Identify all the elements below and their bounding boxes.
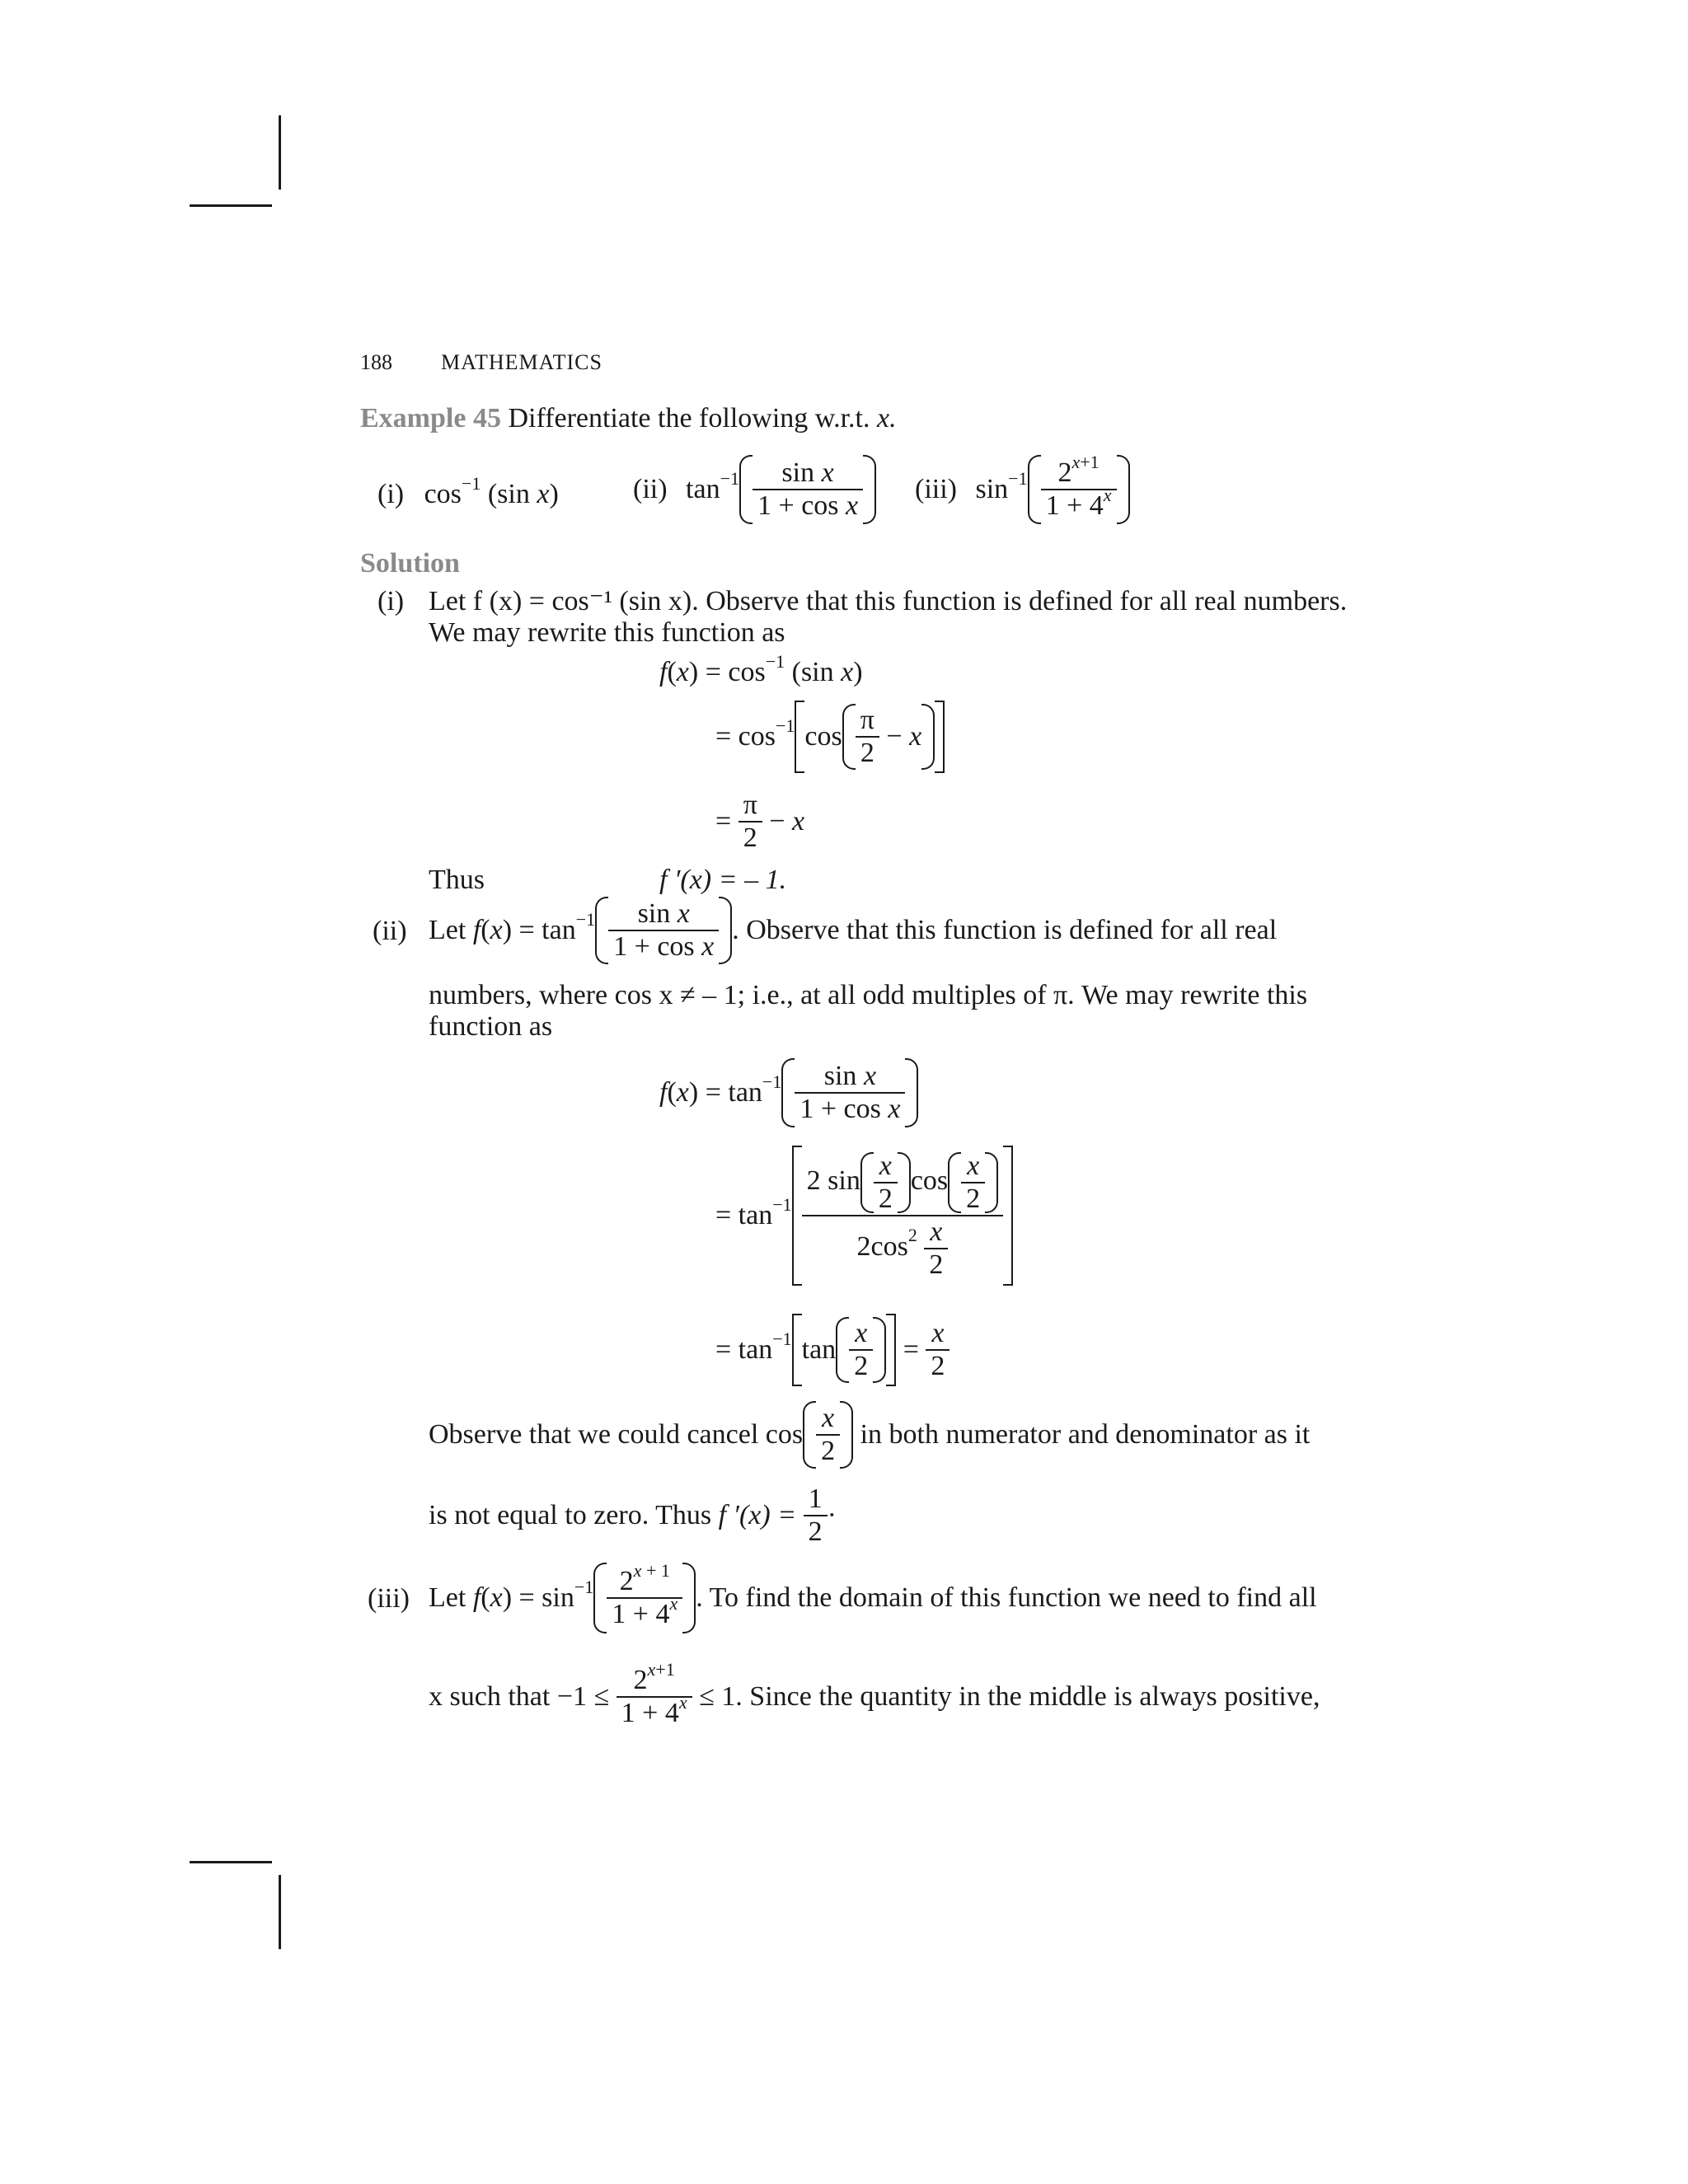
solution-i-label: (i)	[377, 586, 405, 616]
example-statement: Differentiate the following w.r.t.	[508, 403, 870, 434]
positivity-text: . Since the quantity in the middle is always positive,	[735, 1681, 1320, 1712]
let-word: Let	[429, 1582, 467, 1613]
derivation-ii-step2: = $\tan^{-1}$ 2 sin $\frac{x}{2}$ cos $\frac{x}{2}$ $2\cos^2$ $\frac{x}{2}$	[715, 1146, 1013, 1291]
observe-text-b: in both numerator and denominator as it	[860, 1419, 1311, 1450]
example-part-i: (i) $\cos^{-1} (\sin$ x)	[377, 472, 559, 509]
part-label: (iii)	[915, 474, 957, 504]
derivative-result: f ′(x) =	[718, 1500, 797, 1530]
solution-ii-line2: numbers, where cos x ≠ – 1; i.e., at all odd multiples of π. We may rewrite this	[429, 980, 1308, 1010]
such-that-text: x such that	[429, 1681, 551, 1712]
solution-ii-conclusion: is not equal to zero. Thus f ′(x) = $\frac{1}{2}$ ·	[429, 1483, 837, 1547]
running-title: MATHEMATICS	[441, 350, 603, 374]
solution-iii-label: (iii)	[368, 1583, 410, 1614]
crop-mark-top-vertical	[279, 115, 281, 190]
derivation-ii-step3: = $\tan^{-1} \tan$ $\frac{x}{2}$ = $\frac{x}{2}$	[715, 1314, 950, 1388]
observe-text-c: is not equal to zero. Thus	[429, 1500, 712, 1530]
solution-iii-line2: x such that −1 ≤ $\frac{2^{x+1}}{1 + 4^x}$ ≤ 1. Since the quantity in the middle is always positive,	[429, 1658, 1320, 1728]
solution-ii-line3: function as	[429, 1011, 553, 1042]
solution-i-thus: Thus	[429, 865, 485, 895]
example-heading	[360, 402, 897, 435]
solution-i-line1: Let f (x) = cos⁻¹ (sin x). Observe that this function is defined for all real numbers.	[429, 586, 1348, 616]
example-part-iii: (iii) $\sin^{-1}$ $\frac{2^{x+1}}{1 + 4^x}$	[915, 455, 1130, 529]
solution-i-line2: We may rewrite this function as	[429, 617, 785, 648]
example-label: Example 45	[360, 403, 501, 434]
observe-text-a: Observe that we could cancel	[429, 1419, 759, 1450]
page-number: 188	[360, 350, 392, 374]
derivation-ii-step1: $f(x) = \tan^{-1}$ $\frac{\text{sin x}}{\text{1 + cos x}}$	[659, 1058, 918, 1132]
crop-mark-bottom-vertical	[279, 1875, 281, 1949]
solution-ii-line1: Let $f(x) = \tan^{-1}$ $\frac{\text{sin x}}{\text{1 + cos x}}$ . Observe that this function is defined for all real	[429, 897, 1277, 966]
derivation-i-step2: = $\cos^{-1} \cos$ $\frac{\pi}{2}$ − x	[715, 701, 945, 775]
crop-mark-top-horizontal	[190, 204, 272, 207]
solution-iii-line1: Let $f(x) = \sin^{-1}$ $\frac{2^{x + 1}}{1 + 4^x}$ . To find the domain of this function we need to find all	[429, 1563, 1317, 1637]
part-label: (i)	[377, 479, 405, 509]
page-header	[360, 346, 603, 379]
example-part-ii: (ii) $\tan^{-1}$ $\frac{\text{sin x}}{\text{1 + cos x}}$	[633, 455, 876, 529]
crop-mark-bottom-horizontal	[190, 1861, 272, 1863]
solution-ii-label: (ii)	[373, 916, 407, 946]
solution-i-result: f ′(x) = – 1.	[659, 865, 787, 895]
solution-ii-observe: Observe that we could cancel cos $\frac{x}{2}$ in both numerator and denominator as it	[429, 1401, 1310, 1475]
after-text: . To find the domain of this function we need to find all	[696, 1582, 1317, 1613]
after-text: . Observe that this function is defined for all real	[732, 915, 1278, 945]
solution-heading: Solution	[360, 548, 460, 579]
example-variable: x.	[877, 403, 897, 434]
derivation-i-step1: $f(x) = \cos^{-1} (\sin$ x)	[659, 650, 863, 687]
derivation-i-step3: = $\frac{\pi}{2}$ − x	[715, 790, 805, 853]
part-label: (ii)	[633, 474, 668, 504]
let-word: Let	[429, 915, 467, 945]
